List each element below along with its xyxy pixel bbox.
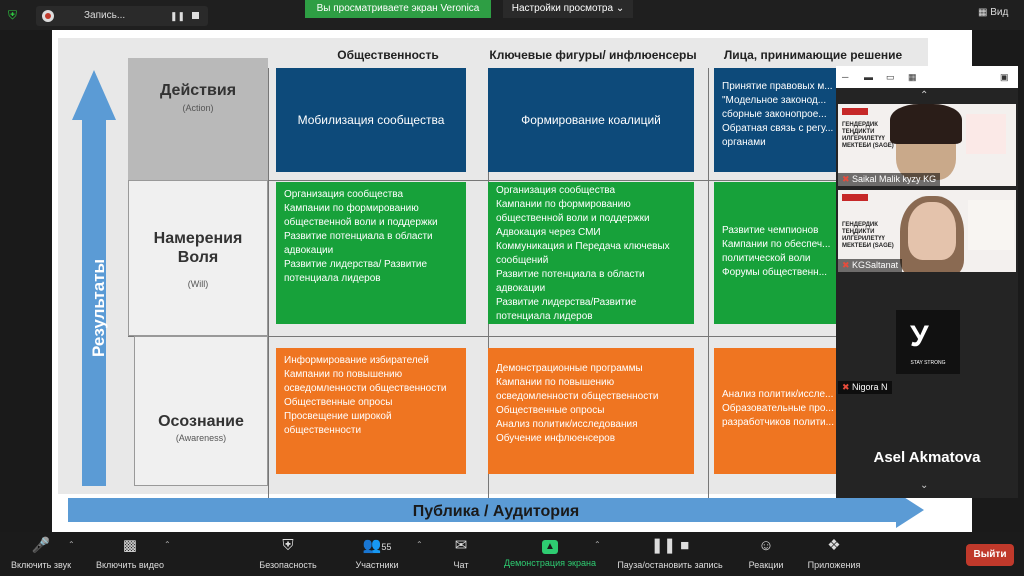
participant-tile[interactable] [838, 190, 1016, 272]
unmute-label: Включить звук [10, 560, 72, 570]
popout-icon[interactable]: ▣ [1000, 72, 1009, 82]
apps-button[interactable] [802, 536, 866, 570]
mic-muted-icon: ✖ [842, 260, 853, 270]
sage-label: ГЕНДЕРДИК ТЕҢДИКТИ ИЛГЕРИЛЕТҮҮ МЕКТЕБИ (SAGE) [842, 222, 894, 249]
background-decor [968, 200, 1014, 250]
chevron-up-icon[interactable]: ⌃ [416, 540, 423, 549]
meeting-top-bar [0, 0, 1024, 30]
audience-axis-label: Публика / Аудитория [412, 503, 580, 520]
mic-muted-icon: ✖ [842, 382, 853, 392]
chat-icon: ✉ [454, 537, 468, 554]
view-settings-button[interactable] [503, 0, 633, 18]
row-title: Осознание [158, 413, 244, 430]
cell-action-decision: Принятие правовых м... "Модельное законод... сборные законопрое... Обратная связь с регу... органами [714, 68, 928, 172]
row-subtitle: (Action) [182, 103, 214, 113]
security-label: Безопасность [259, 560, 317, 570]
scroll-down-icon[interactable]: ⌄ [920, 480, 929, 491]
participant-panel [836, 66, 1018, 498]
chevron-up-icon[interactable]: ⌃ [594, 540, 601, 549]
grid-line [268, 68, 269, 498]
shield-icon[interactable]: ⛨ [8, 8, 18, 22]
cell-action-public: Мобилизация сообщества [276, 68, 466, 172]
participant-face [908, 202, 956, 260]
column-header-influencers: Ключевые фигуры/ инфлюенсеры [489, 48, 697, 62]
slide-matrix [58, 38, 928, 494]
view-label: Вид [990, 7, 1009, 18]
recording-label: Запись... [84, 10, 126, 21]
chat-label: Чат [453, 560, 469, 570]
share-screen-button[interactable] [498, 536, 602, 568]
mic-muted-icon: 🎤 [31, 537, 51, 554]
cell-aware-decision: Анализ политик/иссле... Образовательные про... разработчиков полити... [714, 348, 928, 474]
start-video-button[interactable] [90, 536, 170, 570]
participants-button[interactable] [350, 536, 404, 570]
leave-button[interactable]: Выйти [966, 544, 1014, 566]
logo-icon [842, 108, 868, 115]
participant-tile[interactable] [838, 304, 1016, 394]
row-subtitle: (Awareness) [175, 433, 227, 443]
row-title: Намерения Воля [153, 230, 243, 266]
row-title: Действия [159, 82, 237, 99]
pause-stop-label: Пауза/остановить запись [617, 560, 723, 570]
cell-action-influencers: Формирование коалиций [488, 68, 694, 172]
participants-label: Участники [355, 560, 399, 570]
row-label-action [128, 58, 268, 180]
background-decor [966, 114, 1006, 154]
speaker-view-icon[interactable]: ▭ [886, 72, 895, 82]
chat-button[interactable] [444, 536, 478, 570]
smile-icon: ☺ [758, 537, 774, 554]
sage-label: ГЕНДЕРДИК ТЕҢДИКТИ ИЛГЕРИЛЕТҮҮ МЕКТЕБИ (SAGE) [842, 122, 894, 149]
participant-name: ✖ Saikal Malik kyzy KG [838, 173, 940, 186]
grid-line [708, 68, 709, 498]
participants-icon: 👥55 [362, 537, 392, 554]
participant-name: ✖ KGSaltanat [838, 259, 902, 272]
share-screen-icon: ▲ [542, 540, 558, 554]
active-speaker-name: Asel Akmatova [873, 449, 981, 466]
participant-hair [890, 104, 962, 144]
gallery-view-icon[interactable]: ▦ [908, 72, 917, 82]
logo-icon [842, 194, 868, 201]
view-button[interactable] [978, 7, 1008, 18]
record-icon [42, 10, 54, 22]
results-arrow [64, 68, 124, 488]
strip-view-icon[interactable]: ▬ [864, 72, 873, 82]
scroll-up-icon[interactable]: ⌃ [920, 90, 929, 101]
security-button[interactable] [254, 536, 322, 570]
unmute-button[interactable] [6, 536, 76, 570]
row-label-awareness [134, 336, 268, 486]
grid-icon: ▦ [978, 7, 991, 18]
pause-stop-recording-button[interactable] [612, 536, 728, 570]
chevron-up-icon[interactable]: ⌃ [164, 540, 171, 549]
meeting-controls [0, 532, 1024, 576]
avatar-caption: STAY STRONG [910, 360, 946, 366]
video-off-icon: ▩ [122, 537, 138, 554]
screen-share-banner: Вы просматриваете экран Veronica [305, 0, 491, 18]
logo-icon: У [910, 320, 929, 353]
stop-icon[interactable] [192, 12, 199, 19]
shared-slide [52, 30, 972, 540]
share-screen-label: Демонстрация экрана [504, 558, 596, 568]
recording-indicator [36, 6, 208, 26]
participants-count: 55 [381, 542, 392, 552]
row-subtitle: (Will) [187, 279, 209, 289]
column-header-public: Общественность [337, 48, 439, 62]
panel-toolbar [836, 66, 1018, 88]
apps-label: Приложения [807, 560, 861, 570]
column-header-decision: Лица, принимающие решение [723, 48, 903, 62]
audience-arrow [66, 492, 926, 528]
row-label-will [128, 180, 268, 336]
results-axis-label: Результаты [89, 258, 108, 358]
mic-muted-icon: ✖ [842, 174, 853, 184]
chevron-up-icon[interactable]: ⌃ [68, 540, 75, 549]
cell-will-influencers: Организация сообщества Кампании по формированию общественной воли и поддержки Адвокация через СМИ Коммуникация и Передача ключевых сообщений Развитие потенциала в области адвокации Развитие лидерства/Развитие потенциала лидеров [488, 182, 694, 324]
cell-aware-influencers: Демонстрационные программы Кампании по повышению осведомленности общественности Общественные опросы Анализ политик/исследования Обучение инфлюенсеров [488, 348, 694, 474]
start-video-label: Включить видео [96, 560, 164, 570]
cell-aware-public: Информирование избирателей Кампании по повышению осведомленности общественности Общественные опросы Просвещение широкой общественности [276, 348, 466, 474]
pause-icon[interactable]: ❚❚ [170, 11, 186, 21]
participant-name: ✖ Nigora N [838, 381, 892, 394]
apps-icon: ❖ [827, 537, 841, 554]
cell-will-public: Организация сообщества Кампании по формированию общественной воли и поддержки Развитие потенциала в области адвокации Развитие лидерства/ Развитие потенциала лидеров [276, 182, 466, 324]
avatar [896, 310, 960, 374]
participant-tile[interactable] [838, 104, 1016, 186]
chevron-down-icon: ⌄ [615, 3, 625, 14]
pause-stop-icon: ❚❚ ■ [650, 537, 690, 554]
reactions-button[interactable] [744, 536, 788, 570]
shield-icon: ⛨ [282, 537, 294, 554]
cell-will-decision: Развитие чемпионов Кампании по обеспеч... политической воли Форумы общественн... [714, 182, 928, 324]
minimize-icon[interactable]: ─ [842, 72, 849, 82]
view-settings-label: Настройки просмотра [511, 3, 614, 14]
reactions-label: Реакции [748, 560, 784, 570]
